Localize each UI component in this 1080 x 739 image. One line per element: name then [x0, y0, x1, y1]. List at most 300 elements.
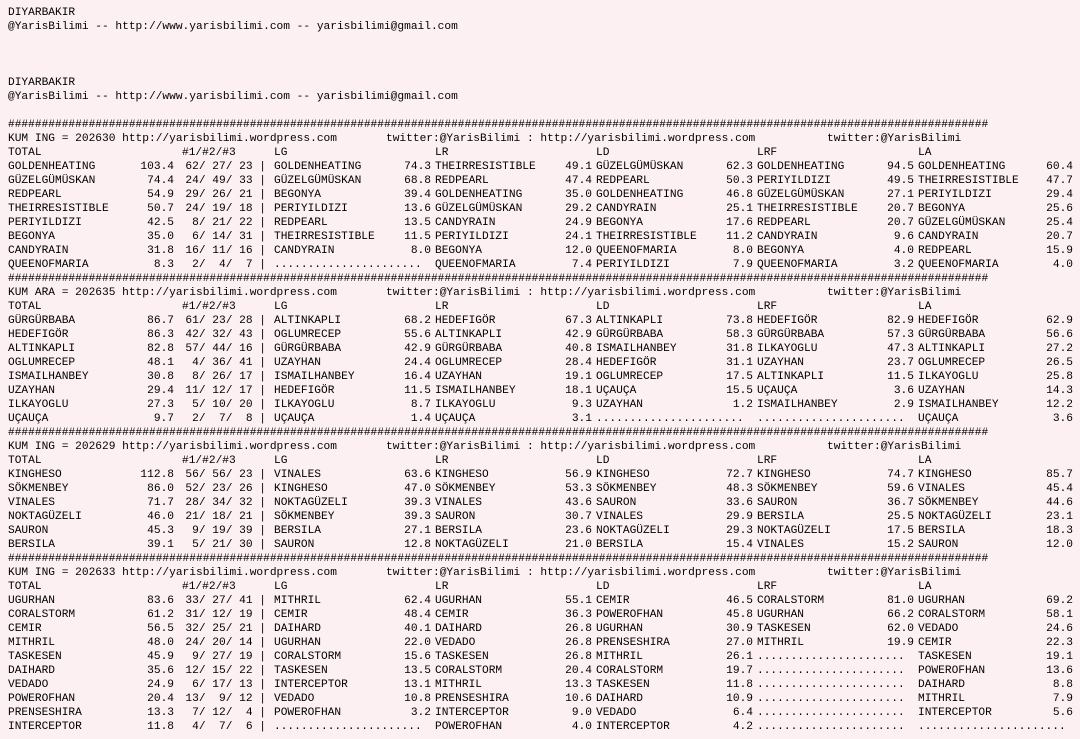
header-ld: LD	[596, 147, 610, 159]
lg-score: 11.5	[404, 385, 431, 397]
total-score: 24.9	[147, 679, 174, 691]
lr-score: 30.7	[565, 511, 592, 523]
total-score: 45.3	[147, 525, 174, 537]
la-score: 69.2	[1046, 595, 1073, 607]
ld-score: 8.0	[732, 245, 753, 257]
lr-score: 26.8	[565, 651, 592, 663]
lr-score: 19.1	[565, 371, 592, 383]
la-score: 25.8	[1046, 371, 1073, 383]
la-horse: ISMAILHANBEY	[918, 399, 999, 411]
lr-score: 40.8	[565, 343, 592, 355]
placements: 11/ 12/ 17 |	[185, 385, 266, 397]
ld-score: 29.9	[726, 511, 753, 523]
lg-score: 63.6	[404, 469, 431, 481]
city-title: DIYARBAKIR	[8, 7, 76, 19]
lrf-score: 62.0	[887, 623, 914, 635]
la-score: 12.2	[1046, 399, 1073, 411]
lg-score: 68.8	[404, 175, 431, 187]
race-section	[8, 272, 1080, 426]
total-score: 74.4	[147, 175, 174, 187]
la-score: 85.7	[1046, 469, 1073, 481]
lr-horse: GÜZELGÜMÜSKAN	[435, 203, 523, 215]
total-horse: NOKTAGÜZELI	[8, 511, 82, 523]
table-row	[8, 482, 1080, 496]
lrf-score: 4.0	[893, 245, 914, 257]
header-total: TOTAL	[8, 581, 42, 593]
header-places: #1/#2/#3	[182, 147, 236, 159]
table-row	[8, 398, 1080, 412]
total-horse: UGURHAN	[8, 595, 55, 607]
la-score: 25.4	[1046, 217, 1073, 229]
la-score: 15.9	[1046, 245, 1073, 257]
placements: 32/ 25/ 21 |	[185, 623, 266, 635]
total-score: 71.7	[147, 497, 174, 509]
la-score: 8.8	[1052, 679, 1073, 691]
table-row	[8, 412, 1080, 426]
la-horse: ALTINKAPLI	[918, 343, 986, 355]
separator-line: ##################################################################################################################################################	[8, 273, 989, 285]
lg-horse: UZAYHAN	[274, 357, 321, 369]
table-row	[8, 524, 1080, 538]
total-horse: HEDEFIGÖR	[8, 329, 69, 341]
table-row	[8, 608, 1080, 622]
header-lg: LG	[274, 301, 288, 313]
total-horse: CORALSTORM	[8, 609, 76, 621]
twitter-link: twitter:@YarisBilimi : http://yarisbilimi.wordpress.com	[386, 441, 756, 453]
lr-horse: CORALSTORM	[435, 665, 503, 677]
header-la: LA	[918, 301, 932, 313]
total-score: 82.8	[147, 343, 174, 355]
table-row	[8, 496, 1080, 510]
placements: 42/ 32/ 43 |	[185, 329, 266, 341]
lrf-horse: ......................	[757, 721, 905, 733]
race-code: KUM ING = 202633 http://yarisbilimi.wordpress.com	[8, 567, 337, 579]
la-horse: OGLUMRECEP	[918, 357, 986, 369]
lg-score: 22.0	[404, 637, 431, 649]
lg-score: 15.6	[404, 651, 431, 663]
lg-horse: GOLDENHEATING	[274, 161, 362, 173]
placements: 9/ 27/ 19 |	[192, 651, 266, 663]
table-row	[8, 328, 1080, 342]
separator-line: ##################################################################################################################################################	[8, 119, 989, 131]
lrf-score: 9.6	[893, 231, 914, 243]
lrf-horse: SÖKMENBEY	[757, 483, 818, 495]
lg-horse: CEMIR	[274, 609, 308, 621]
placements: 6/ 17/ 13 |	[192, 679, 266, 691]
header-total: TOTAL	[8, 147, 42, 159]
lrf-score: 49.5	[887, 175, 914, 187]
lg-horse: BERSILA	[274, 525, 321, 537]
header-lrf: LRF	[757, 147, 778, 159]
total-score: 42.5	[147, 217, 174, 229]
la-score: 22.3	[1046, 637, 1073, 649]
lr-horse: UZAYHAN	[435, 371, 482, 383]
lrf-horse: MITHRIL	[757, 637, 804, 649]
ld-horse: GÜZELGÜMÜSKAN	[596, 161, 684, 173]
lg-horse: ALTINKAPLI	[274, 315, 342, 327]
lr-horse: ISMAILHANBEY	[435, 385, 516, 397]
lrf-horse: UÇAUÇA	[757, 385, 798, 397]
la-horse: ILKAYOGLU	[918, 371, 979, 383]
total-horse: VEDADO	[8, 679, 49, 691]
la-horse: BERSILA	[918, 525, 965, 537]
table-row	[8, 706, 1080, 720]
race-code: KUM ING = 202629 http://yarisbilimi.wordpress.com	[8, 441, 337, 453]
lrf-score: 19.9	[887, 637, 914, 649]
lrf-score: 3.2	[893, 259, 914, 271]
total-score: 31.8	[147, 245, 174, 257]
placements: 12/ 15/ 22 |	[185, 665, 266, 677]
lg-score: 27.1	[404, 525, 431, 537]
lrf-horse: GÜRGÜRBABA	[757, 329, 825, 341]
la-score: 4.0	[1052, 259, 1073, 271]
la-score: 25.6	[1046, 203, 1073, 215]
lr-score: 9.3	[571, 399, 592, 411]
lrf-score: 59.6	[887, 483, 914, 495]
lg-horse: KINGHESO	[274, 483, 328, 495]
header-lr: LR	[435, 455, 449, 467]
ld-score: 72.7	[726, 469, 753, 481]
ld-score: 19.7	[726, 665, 753, 677]
ld-score: 6.4	[732, 707, 753, 719]
table-row	[8, 650, 1080, 664]
header-places: #1/#2/#3	[182, 301, 236, 313]
lg-horse: MITHRIL	[274, 595, 321, 607]
lrf-horse: THEIRRESISTIBLE	[757, 203, 858, 215]
ld-score: 27.0	[726, 637, 753, 649]
lrf-horse: TASKESEN	[757, 623, 811, 635]
la-horse: VINALES	[918, 483, 965, 495]
total-horse: BEGONYA	[8, 231, 55, 243]
ld-horse: UGURHAN	[596, 623, 643, 635]
total-score: 39.1	[147, 539, 174, 551]
ld-horse: POWEROFHAN	[596, 609, 664, 621]
lr-score: 4.0	[571, 721, 592, 733]
ld-horse: ALTINKAPLI	[596, 315, 664, 327]
ld-score: 10.9	[726, 693, 753, 705]
lg-horse: INTERCEPTOR	[274, 679, 348, 691]
ld-score: 15.4	[726, 539, 753, 551]
table-row	[8, 244, 1080, 258]
placements: 4/ 7/ 6 |	[192, 721, 266, 733]
twitter-handle: twitter:@YarisBilimi	[827, 567, 962, 579]
lr-horse: BERSILA	[435, 525, 482, 537]
ld-score: 11.8	[726, 679, 753, 691]
total-score: 11.8	[147, 721, 174, 733]
ld-score: 7.9	[732, 259, 753, 271]
twitter-link: twitter:@YarisBilimi : http://yarisbilimi.wordpress.com	[386, 133, 756, 145]
total-horse: CEMIR	[8, 623, 42, 635]
lr-horse: MITHRIL	[435, 679, 482, 691]
total-score: 86.7	[147, 315, 174, 327]
lr-horse: SAURON	[435, 511, 476, 523]
table-row	[8, 510, 1080, 524]
lg-score: 1.4	[410, 413, 431, 425]
lrf-horse: ......................	[757, 665, 905, 677]
ld-horse: PERIYILDIZI	[596, 259, 670, 271]
placements: 9/ 19/ 39 |	[192, 525, 266, 537]
lrf-horse: NOKTAGÜZELI	[757, 525, 831, 537]
la-score: 12.0	[1046, 539, 1073, 551]
lr-score: 56.9	[565, 469, 592, 481]
lr-score: 42.9	[565, 329, 592, 341]
lg-horse: SAURON	[274, 539, 315, 551]
lrf-horse: ......................	[757, 693, 905, 705]
lr-horse: POWEROFHAN	[435, 721, 503, 733]
lrf-score: 3.6	[893, 385, 914, 397]
lg-score: 48.4	[404, 609, 431, 621]
la-score: 7.9	[1052, 693, 1073, 705]
lr-horse: VINALES	[435, 497, 482, 509]
total-horse: GOLDENHEATING	[8, 161, 96, 173]
placements: 33/ 27/ 41 |	[185, 595, 266, 607]
lrf-score: 25.5	[887, 511, 914, 523]
total-horse: QUEENOFMARIA	[8, 259, 89, 271]
la-horse: GÜZELGÜMÜSKAN	[918, 217, 1006, 229]
lrf-horse: ......................	[757, 413, 905, 425]
lr-horse: GÜRGÜRBABA	[435, 343, 503, 355]
total-horse: SAURON	[8, 525, 49, 537]
header-total: TOTAL	[8, 301, 42, 313]
total-score: 54.9	[147, 189, 174, 201]
ld-score: 11.2	[726, 231, 753, 243]
table-row	[8, 188, 1080, 202]
lrf-score: 20.7	[887, 217, 914, 229]
lg-score: 42.9	[404, 343, 431, 355]
la-horse: THEIRRESISTIBLE	[918, 175, 1019, 187]
credits-line: @YarisBilimi -- http://www.yarisbilimi.com -- yarisbilimi@gmail.com	[8, 21, 458, 33]
header-ld: LD	[596, 455, 610, 467]
lg-horse: ISMAILHANBEY	[274, 371, 355, 383]
total-score: 35.0	[147, 231, 174, 243]
lg-horse: VEDADO	[274, 693, 315, 705]
placements: 24/ 20/ 14 |	[185, 637, 266, 649]
lr-score: 26.8	[565, 637, 592, 649]
ld-horse: BERSILA	[596, 539, 643, 551]
ld-horse: GÜRGÜRBABA	[596, 329, 664, 341]
lr-score: 12.0	[565, 245, 592, 257]
ld-horse: REDPEARL	[596, 175, 650, 187]
lr-score: 23.6	[565, 525, 592, 537]
total-score: 9.7	[153, 413, 174, 425]
lg-horse: THEIRRESISTIBLE	[274, 231, 375, 243]
lr-horse: QUEENOFMARIA	[435, 259, 516, 271]
lr-horse: DAIHARD	[435, 623, 482, 635]
lrf-horse: ILKAYOGLU	[757, 343, 818, 355]
total-horse: GÜZELGÜMÜSKAN	[8, 175, 96, 187]
total-horse: THEIRRESISTIBLE	[8, 203, 109, 215]
total-horse: ALTINKAPLI	[8, 343, 76, 355]
lg-horse: ......................	[274, 721, 422, 733]
ld-horse: DAIHARD	[596, 693, 643, 705]
lr-score: 35.0	[565, 189, 592, 201]
total-horse: VINALES	[8, 497, 55, 509]
table-row	[8, 622, 1080, 636]
lrf-score: 36.7	[887, 497, 914, 509]
lr-score: 55.1	[565, 595, 592, 607]
total-horse: INTERCEPTOR	[8, 721, 82, 733]
ld-horse: CANDYRAIN	[596, 203, 657, 215]
table-row	[8, 468, 1080, 482]
lr-horse: REDPEARL	[435, 175, 489, 187]
lg-score: 13.6	[404, 203, 431, 215]
total-score: 35.6	[147, 665, 174, 677]
table-row	[8, 692, 1080, 706]
placements: 8/ 21/ 22 |	[192, 217, 266, 229]
ld-score: 29.3	[726, 525, 753, 537]
ld-score: 58.3	[726, 329, 753, 341]
twitter-handle: twitter:@YarisBilimi	[827, 441, 962, 453]
column-header-row	[8, 300, 1080, 314]
la-horse: KINGHESO	[918, 469, 972, 481]
lr-horse: CANDYRAIN	[435, 217, 496, 229]
la-score: 60.4	[1046, 161, 1073, 173]
table-row	[8, 538, 1080, 552]
lrf-score: 20.7	[887, 203, 914, 215]
ld-score: 73.8	[726, 315, 753, 327]
lg-score: 11.5	[404, 231, 431, 243]
lr-score: 10.6	[565, 693, 592, 705]
total-horse: UZAYHAN	[8, 385, 55, 397]
lrf-score: 81.0	[887, 595, 914, 607]
table-row	[8, 636, 1080, 650]
race-code: KUM ING = 202630 http://yarisbilimi.wordpress.com	[8, 133, 337, 145]
ld-horse: MITHRIL	[596, 651, 643, 663]
placements: 5/ 10/ 20 |	[192, 399, 266, 411]
lrf-score: 57.3	[887, 329, 914, 341]
lrf-horse: ISMAILHANBEY	[757, 399, 838, 411]
lrf-horse: GÜZELGÜMÜSKAN	[757, 189, 845, 201]
lr-score: 26.8	[565, 623, 592, 635]
lr-score: 18.1	[565, 385, 592, 397]
ld-horse: ISMAILHANBEY	[596, 343, 677, 355]
table-row	[8, 174, 1080, 188]
ld-horse: UZAYHAN	[596, 399, 643, 411]
twitter-handle: twitter:@YarisBilimi	[827, 133, 962, 145]
lg-score: 39.3	[404, 497, 431, 509]
total-score: 61.2	[147, 609, 174, 621]
la-horse: PERIYILDIZI	[918, 189, 992, 201]
ld-score: 46.5	[726, 595, 753, 607]
lrf-score: 47.3	[887, 343, 914, 355]
section-title	[8, 440, 1080, 454]
lrf-score: 27.1	[887, 189, 914, 201]
ld-horse: SAURON	[596, 497, 637, 509]
header-lr: LR	[435, 147, 449, 159]
total-score: 86.0	[147, 483, 174, 495]
la-horse: VEDADO	[918, 623, 959, 635]
la-score: 23.1	[1046, 511, 1073, 523]
la-score: 18.3	[1046, 525, 1073, 537]
lr-horse: ALTINKAPLI	[435, 329, 503, 341]
ld-horse: ......................	[596, 413, 744, 425]
lr-score: 43.6	[565, 497, 592, 509]
lg-horse: NOKTAGÜZELI	[274, 497, 348, 509]
total-score: 27.3	[147, 399, 174, 411]
total-horse: SÖKMENBEY	[8, 483, 69, 495]
header-lg: LG	[274, 147, 288, 159]
ld-score: 1.2	[732, 399, 753, 411]
lg-score: 8.0	[410, 245, 431, 257]
la-horse: GÜRGÜRBABA	[918, 329, 986, 341]
lr-score: 21.0	[565, 539, 592, 551]
twitter-link: twitter:@YarisBilimi : http://yarisbilimi.wordpress.com	[386, 287, 756, 299]
ld-horse: HEDEFIGÖR	[596, 357, 657, 369]
total-horse: GÜRGÜRBABA	[8, 315, 76, 327]
table-row	[8, 594, 1080, 608]
header-la: LA	[918, 455, 932, 467]
twitter-handle: twitter:@YarisBilimi	[827, 287, 962, 299]
lrf-horse: CANDYRAIN	[757, 231, 818, 243]
ld-score: 15.5	[726, 385, 753, 397]
la-horse: GOLDENHEATING	[918, 161, 1006, 173]
la-score: 20.7	[1046, 231, 1073, 243]
placements: 61/ 23/ 28 |	[185, 315, 266, 327]
lrf-score: 15.2	[887, 539, 914, 551]
placements: 7/ 12/ 4 |	[192, 707, 266, 719]
placements: 31/ 12/ 19 |	[185, 609, 266, 621]
header-lr: LR	[435, 581, 449, 593]
la-horse: TASKESEN	[918, 651, 972, 663]
twitter-link: twitter:@YarisBilimi : http://yarisbilimi.wordpress.com	[386, 567, 756, 579]
total-horse: PERIYILDIZI	[8, 217, 82, 229]
ld-horse: CEMIR	[596, 595, 630, 607]
total-horse: TASKESEN	[8, 651, 62, 663]
lr-horse: TASKESEN	[435, 651, 489, 663]
lg-horse: GÜRGÜRBABA	[274, 343, 342, 355]
lr-score: 9.0	[571, 707, 592, 719]
total-horse: DAIHARD	[8, 665, 55, 677]
lg-horse: UGURHAN	[274, 637, 321, 649]
placements: 21/ 18/ 21 |	[185, 511, 266, 523]
lrf-horse: UGURHAN	[757, 609, 804, 621]
lg-score: 3.2	[410, 707, 431, 719]
la-horse: HEDEFIGÖR	[918, 315, 979, 327]
ld-horse: CORALSTORM	[596, 665, 664, 677]
total-horse: KINGHESO	[8, 469, 62, 481]
ld-score: 31.1	[726, 357, 753, 369]
lg-horse: DAIHARD	[274, 623, 321, 635]
la-horse: SÖKMENBEY	[918, 497, 979, 509]
la-horse: CORALSTORM	[918, 609, 986, 621]
total-score: 20.4	[147, 693, 174, 705]
header-lrf: LRF	[757, 301, 778, 313]
lg-score: 74.3	[404, 161, 431, 173]
placements: 24/ 19/ 18 |	[185, 203, 266, 215]
total-horse: BERSILA	[8, 539, 55, 551]
lg-horse: BEGONYA	[274, 189, 321, 201]
lg-horse: ......................	[274, 259, 422, 271]
lg-horse: REDPEARL	[274, 217, 328, 229]
total-horse: OGLUMRECEP	[8, 357, 76, 369]
la-horse: INTERCEPTOR	[918, 707, 992, 719]
section-title	[8, 286, 1080, 300]
placements: 57/ 44/ 16 |	[185, 343, 266, 355]
lg-horse: POWEROFHAN	[274, 707, 342, 719]
lr-horse: PERIYILDIZI	[435, 231, 509, 243]
table-row	[8, 356, 1080, 370]
table-row	[8, 258, 1080, 272]
total-score: 29.4	[147, 385, 174, 397]
lg-horse: HEDEFIGÖR	[274, 385, 335, 397]
lg-score: 47.0	[404, 483, 431, 495]
la-score: 27.2	[1046, 343, 1073, 355]
lr-horse: UÇAUÇA	[435, 413, 476, 425]
lg-score: 13.1	[404, 679, 431, 691]
la-score: 14.3	[1046, 385, 1073, 397]
la-horse: CANDYRAIN	[918, 231, 979, 243]
header-la: LA	[918, 581, 932, 593]
